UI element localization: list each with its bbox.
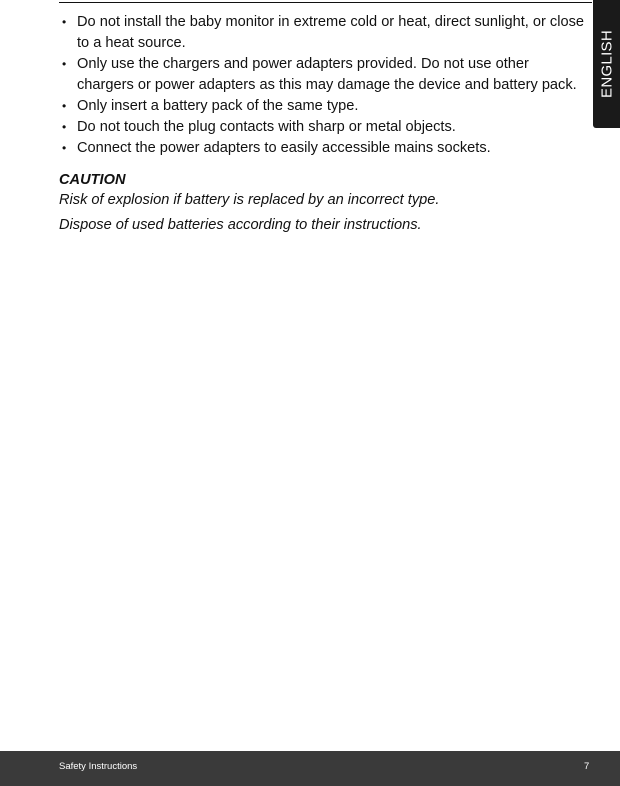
safety-bullet-list xyxy=(59,12,589,159)
footer-page-number: 7 xyxy=(584,761,590,772)
bullet-marker: • xyxy=(62,141,67,155)
list-item xyxy=(59,54,589,96)
list-item xyxy=(59,138,589,159)
list-item xyxy=(59,117,589,138)
language-tab-label: ENGLISH xyxy=(598,30,615,98)
caution-heading: CAUTION xyxy=(59,172,126,188)
bullet-text: Connect the power adapters to easily accessible mains sockets. xyxy=(77,140,491,156)
caution-explosion-warning: Risk of explosion if battery is replaced by an incorrect type. xyxy=(59,192,440,208)
list-item xyxy=(59,12,589,54)
page-footer xyxy=(0,751,620,786)
bullet-marker: • xyxy=(62,99,67,113)
language-tab xyxy=(593,0,620,128)
caution-disposal-note: Dispose of used batteries according to their instructions. xyxy=(59,217,422,233)
bullet-marker: • xyxy=(62,120,67,134)
top-rule xyxy=(59,2,592,3)
list-item xyxy=(59,96,589,117)
bullet-marker: • xyxy=(62,15,67,29)
bullet-text: Do not install the baby monitor in extreme cold or heat, direct sunlight, or close to a heat source. xyxy=(77,14,584,51)
footer-section-title: Safety Instructions xyxy=(59,761,138,772)
bullet-text: Do not touch the plug contacts with sharp or metal objects. xyxy=(77,119,456,135)
bullet-marker: • xyxy=(62,57,67,71)
bullet-text: Only use the chargers and power adapters provided. Do not use other chargers or power adapters as this may damage the device and battery pack. xyxy=(77,56,577,93)
bullet-text: Only insert a battery pack of the same type. xyxy=(77,98,359,114)
